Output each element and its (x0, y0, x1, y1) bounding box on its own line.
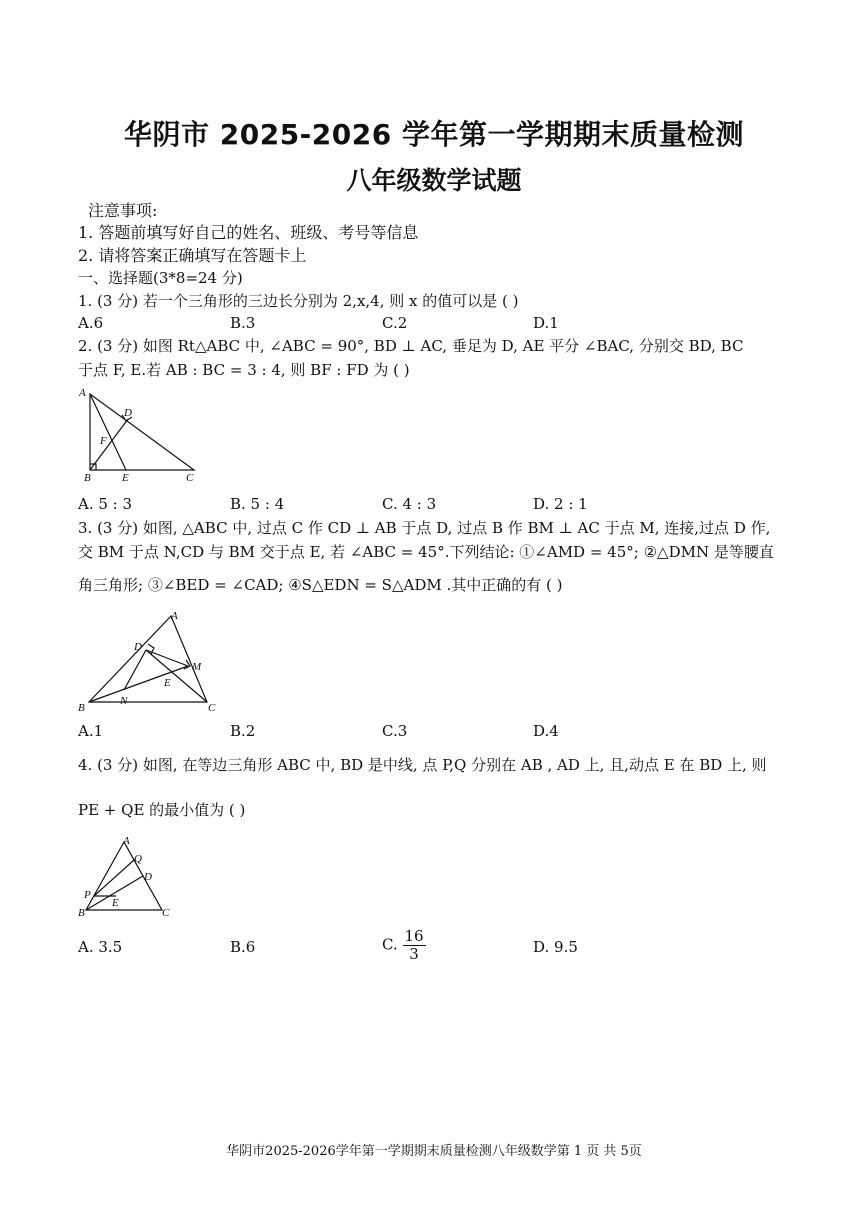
q1-option-d: D.1 (533, 314, 559, 332)
q2-option-b: B. 5 : 4 (230, 495, 285, 513)
q1-option-b: B.3 (230, 314, 256, 332)
page-subtitle: 八年级数学试题 (346, 166, 522, 195)
q4-option-c-prefix: C. (382, 935, 398, 954)
triangle-abc (89, 616, 207, 702)
q3-option-c: C.3 (382, 722, 408, 740)
q3-label: A (171, 610, 178, 622)
q4-option-c (382, 928, 426, 963)
question-2-text: 2. (3 分) 如图 Rt△ABC 中, ∠ABC = 90°, BD ⊥ AC, 垂足为 D, AE 平分 ∠BAC, 分别交 BD, BC (78, 337, 744, 355)
q4-label: C (162, 907, 170, 919)
q3-label: M (192, 661, 202, 673)
question-3-text: 角三角形; ③∠BED = ∠CAD; ④S△EDN = S△ADM .其中正确的有 ( ) (78, 576, 563, 594)
q1-option-a: A.6 (78, 314, 104, 332)
q2-label: D (124, 407, 132, 419)
q3-option-b: B.2 (230, 722, 256, 740)
q2-label: F (100, 435, 107, 447)
q4-option-a: A. 3.5 (78, 938, 123, 956)
q3-option-d: D.4 (533, 722, 559, 740)
q3-label: E (164, 677, 171, 689)
q2-label: E (122, 472, 129, 484)
notes-item: 2. 请将答案正确填写在答题卡上 (78, 246, 307, 265)
q2-option-a: A. 5 : 3 (78, 495, 133, 513)
question-4-text: 4. (3 分) 如图, 在等边三角形 ABC 中, BD 是中线, 点 P,Q 分别在 AB , AD 上, 且,动点 E 在 BD 上, 则 (78, 756, 767, 774)
triangle-abc (90, 394, 194, 470)
question-4-text: PE + QE 的最小值为 ( ) (78, 801, 246, 819)
page-footer: 华阴市2025-2026学年第一学期期末质量检测八年级数学第 1 页 共 5页 (226, 1144, 642, 1159)
q4-label: B (78, 907, 85, 919)
q4-option-c-fraction (403, 928, 426, 963)
q2-label: B (84, 472, 91, 484)
q2-figure (76, 382, 206, 484)
fraction-numerator: 16 (404, 927, 424, 945)
page-title: 华阴市 2025-2026 学年第一学期期末质量检测 (124, 118, 744, 151)
q4-option-d: D. 9.5 (533, 938, 578, 956)
q4-label: D (144, 871, 152, 883)
q4-option-b: B.6 (230, 938, 256, 956)
q1-option-c: C.2 (382, 314, 408, 332)
q4-label: Q (134, 853, 142, 865)
notes-heading: 注意事项: (88, 201, 158, 220)
segment-cd (146, 650, 207, 702)
notes-item: 1. 答题前填写好自己的姓名、班级、考号等信息 (78, 223, 419, 242)
segment-dn (124, 650, 146, 690)
q3-label: B (78, 702, 85, 714)
segment-ae (90, 394, 126, 470)
question-3-text: 交 BM 于点 N,CD 与 BM 交于点 E, 若 ∠ABC = 45°.下列结论: ①∠AMD = 45°; ②△DMN 是等腰直 (78, 543, 774, 561)
segment-bm (89, 666, 188, 702)
q4-label: E (112, 897, 119, 909)
q3-figure (76, 608, 226, 714)
q2-label: C (186, 472, 194, 484)
q2-option-c: C. 4 : 3 (382, 495, 437, 513)
question-1-text: 1. (3 分) 若一个三角形的三边长分别为 2,x,4, 则 x 的值可以是 ( ) (78, 292, 519, 310)
q4-figure (76, 834, 176, 920)
q4-label: P (84, 889, 91, 901)
question-3-text: 3. (3 分) 如图, △ABC 中, 过点 C 作 CD ⊥ AB 于点 D, 过点 B 作 BM ⊥ AC 于点 M, 连接,过点 D 作, (78, 519, 771, 537)
q3-label: D (134, 641, 142, 653)
section-heading: 一、选择题(3*8=24 分) (78, 269, 243, 287)
q3-label: C (208, 702, 216, 714)
q3-option-a: A.1 (78, 722, 104, 740)
fraction-denominator: 3 (409, 945, 419, 963)
question-2-text: 于点 F, E.若 AB : BC = 3 : 4, 则 BF : FD 为 ( ) (78, 361, 410, 379)
segment-pq (94, 860, 134, 896)
q4-label: A (123, 835, 130, 847)
q2-option-d: D. 2 : 1 (533, 495, 588, 513)
q2-label: A (79, 387, 86, 399)
q3-label: N (120, 695, 128, 707)
